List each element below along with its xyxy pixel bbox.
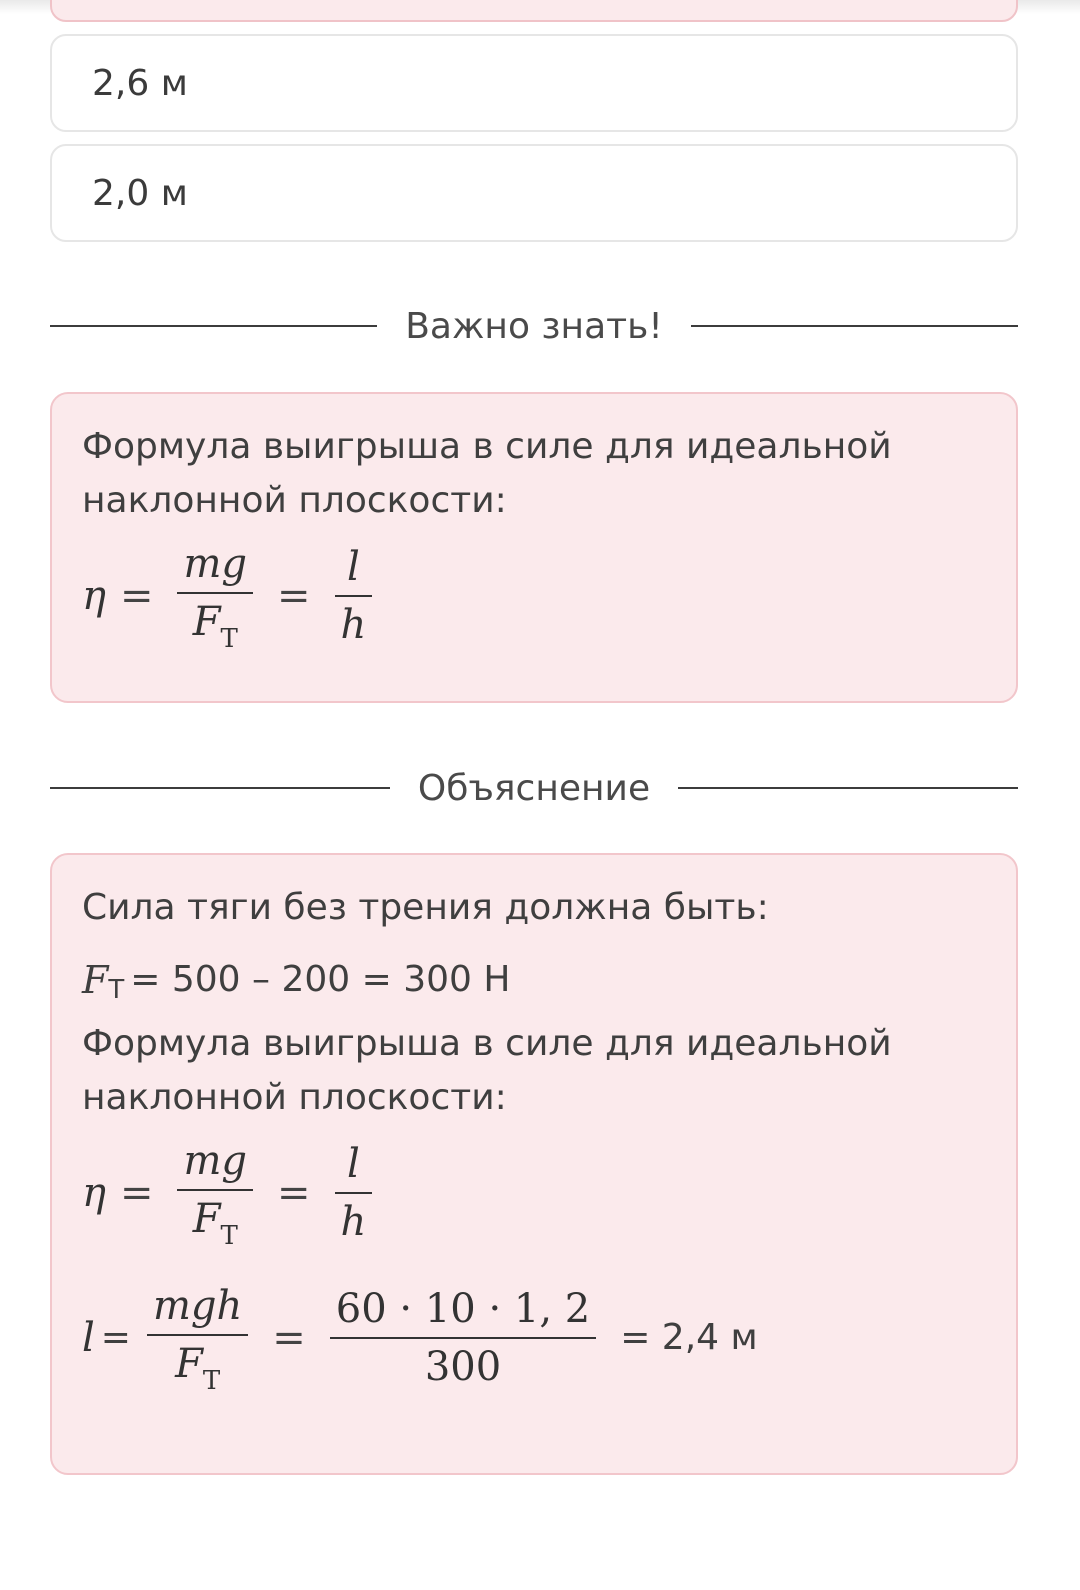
fraction-numerator: 60 · 10 · 1, 2 xyxy=(335,1285,591,1332)
fraction-numerator: mgh xyxy=(152,1283,243,1329)
answer-option-label: 2,6 м xyxy=(92,62,188,104)
divider-line xyxy=(50,325,377,327)
eta-symbol: η xyxy=(82,572,106,619)
fraction-mg-over-ft xyxy=(177,536,253,655)
explanation-panel xyxy=(50,853,1018,1475)
gain-formula xyxy=(82,1133,986,1252)
fraction-l-over-h xyxy=(335,1136,373,1250)
important-text: Формула выигрыша в силе для идеальной наклонной плоскости: xyxy=(82,426,892,521)
important-title: Важно знать! xyxy=(405,305,663,347)
explanation-text-2: Формула выигрыша в силе для идеальной наклонной плоскости: xyxy=(82,1023,892,1118)
explanation-divider xyxy=(50,758,1018,818)
traction-force-equation xyxy=(82,953,986,1007)
important-divider xyxy=(50,296,1018,356)
divider-line xyxy=(691,325,1018,327)
equals-sign: = xyxy=(277,1169,311,1216)
explanation-title: Объяснение xyxy=(417,767,651,809)
fraction-l-over-h xyxy=(335,539,373,653)
fraction-denominator: $F_Т$ xyxy=(175,1341,221,1396)
fraction-denominator: $F_Т$ xyxy=(192,599,238,654)
equals-sign: = xyxy=(100,1316,131,1358)
fraction-numerator: l xyxy=(347,1140,360,1187)
fraction-denominator: h xyxy=(340,601,367,648)
fraction-mgh-over-ft xyxy=(147,1278,248,1397)
traction-expression: = 500 – 200 = 300 Н xyxy=(130,959,511,1000)
fraction-numerator: l xyxy=(347,543,360,590)
important-panel xyxy=(50,392,1018,703)
fraction-denominator: h xyxy=(340,1198,367,1245)
answer-option-selected-partial[interactable] xyxy=(50,0,1018,22)
fraction-numerator: mg xyxy=(183,541,248,587)
explanation-text-1: Сила тяги без трения должна быть: xyxy=(82,887,769,928)
answer-option[interactable] xyxy=(50,144,1018,242)
divider-line xyxy=(50,787,390,789)
equals-sign: = xyxy=(272,1314,306,1361)
fraction-numerator: mg xyxy=(183,1138,248,1184)
equals-sign: = xyxy=(119,572,154,619)
eta-symbol: η xyxy=(82,1169,106,1216)
fraction-mg-over-ft xyxy=(177,1133,253,1252)
gain-formula xyxy=(82,536,986,655)
equals-sign: = xyxy=(119,1169,154,1216)
force-subscript: Т xyxy=(108,975,125,1005)
length-symbol: l xyxy=(82,1314,95,1361)
answer-option-label: 2,0 м xyxy=(92,172,188,214)
force-symbol: F xyxy=(82,958,109,1002)
divider-line xyxy=(678,787,1018,789)
length-calculation xyxy=(82,1278,986,1397)
result-value: = 2,4 м xyxy=(620,1316,758,1358)
answer-option[interactable] xyxy=(50,34,1018,132)
fraction-denominator: $F_Т$ xyxy=(192,1196,238,1251)
equals-sign: = xyxy=(277,572,311,619)
fraction-numeric xyxy=(330,1281,596,1395)
fraction-denominator: 300 xyxy=(424,1343,502,1390)
